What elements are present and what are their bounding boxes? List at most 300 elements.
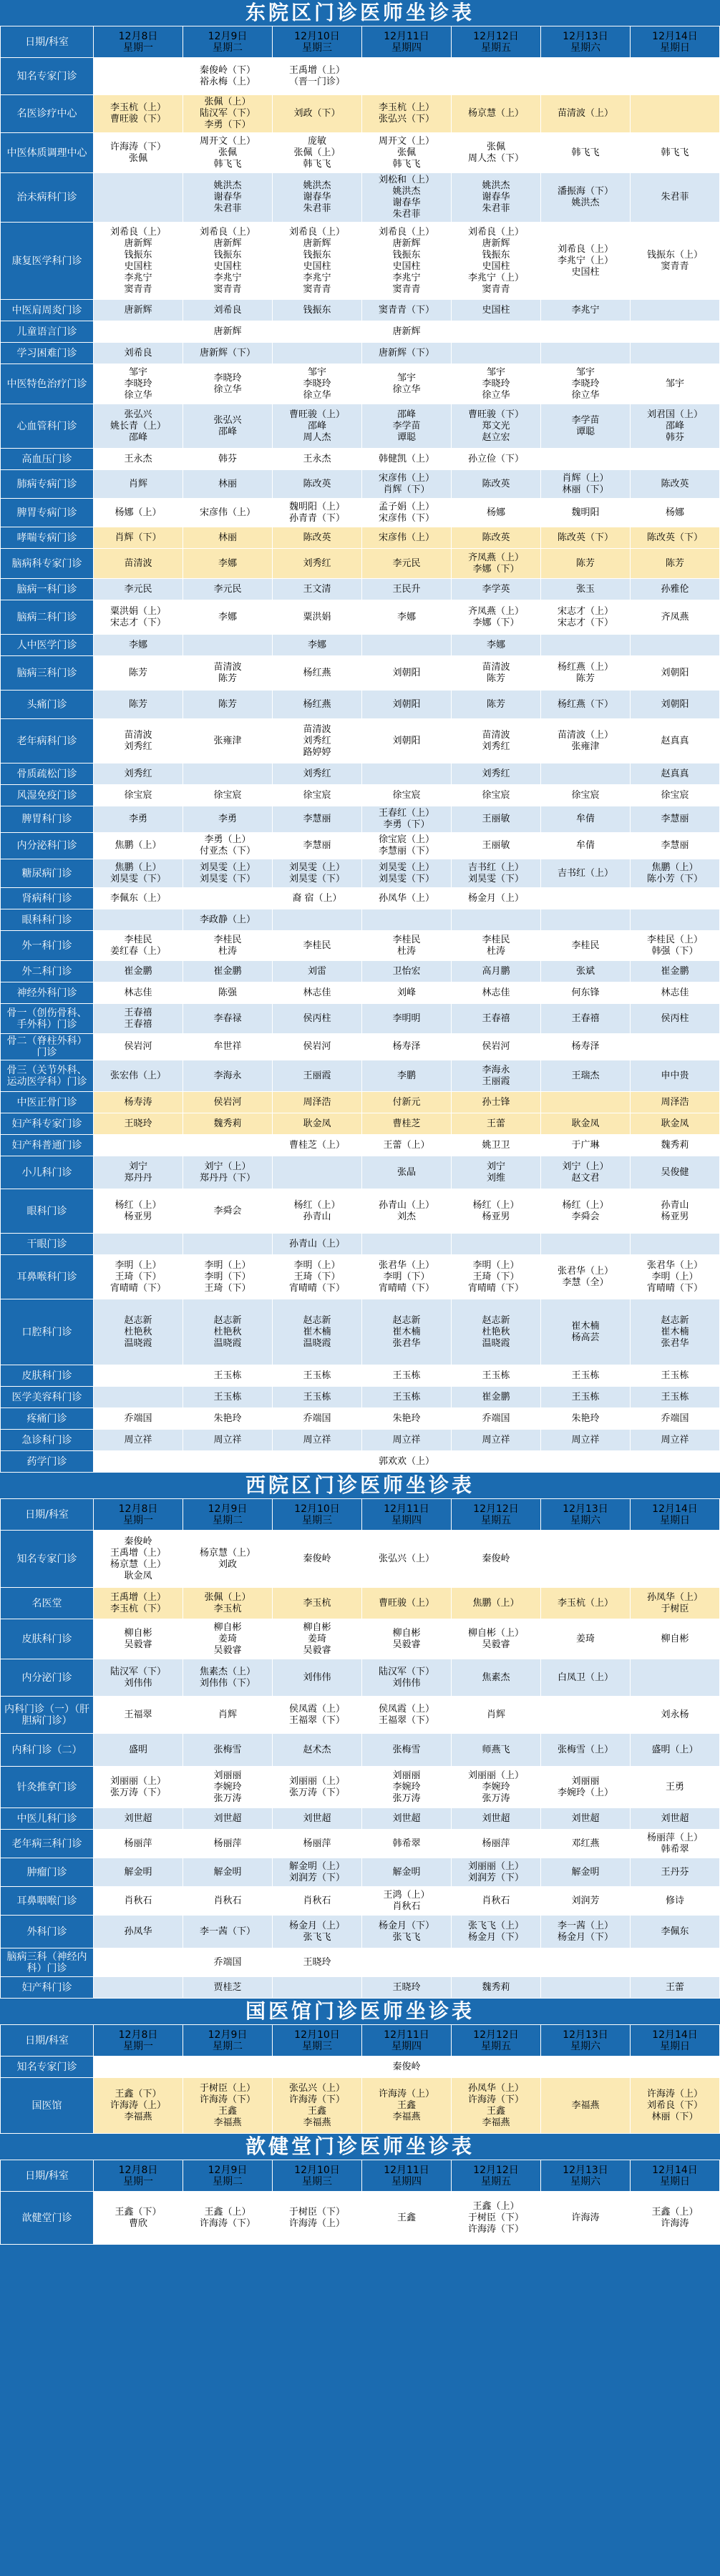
doctor-name: 宋彦伟（下）	[378, 512, 434, 524]
doctor-name: 李海永	[213, 1070, 242, 1081]
weekday-label: 星期六	[570, 2175, 600, 2187]
table-row	[1, 1430, 720, 1451]
doctor-name: 李明（上）	[293, 1259, 341, 1271]
doctor-cell	[183, 1659, 273, 1697]
doctor-name: 邓红燕	[571, 1838, 600, 1849]
doctor-name: 邵峰	[397, 409, 416, 420]
table-row	[1, 1299, 720, 1365]
table-row	[1, 961, 720, 982]
doctor-cell	[183, 321, 273, 343]
doctor-name: 杜艳秋	[124, 1326, 152, 1337]
doctor-cell	[541, 1234, 631, 1255]
table-row	[1, 909, 720, 931]
date-label: 12月10日	[294, 2164, 340, 2176]
doctor-cell	[631, 1531, 720, 1588]
doctor-cell	[362, 133, 452, 173]
doctor-cell	[541, 2192, 631, 2245]
doctor-name: 解金明	[571, 1866, 600, 1878]
doctor-cell	[452, 1531, 541, 1588]
doctor-cell	[541, 95, 631, 133]
table-row	[1, 806, 720, 833]
doctor-name: 刘丽丽	[571, 1775, 600, 1787]
table-row	[1, 1255, 720, 1299]
doctor-name: 唐新辉	[213, 326, 242, 337]
department-name: 疼痛门诊	[1, 1408, 94, 1430]
doctor-name: 刘希良	[213, 304, 242, 316]
department-name: 中医肩周炎门诊	[1, 300, 94, 321]
table-row	[1, 470, 720, 499]
doctor-name: 崔木楠	[571, 1320, 600, 1332]
doctor-cell	[631, 1977, 720, 1999]
doctor-name: 秦俊岭（下）	[199, 64, 256, 76]
table-row	[1, 763, 720, 785]
doctor-name: 宵晴晴（下）	[467, 1282, 524, 1294]
doctor-name: 路婷婷	[303, 746, 331, 758]
doctor-name: 窦青青	[213, 283, 242, 295]
doctor-cell	[541, 1659, 631, 1697]
doctor-cell	[94, 527, 183, 549]
doctor-cell	[631, 2078, 720, 2134]
doctor-name: 李桂民	[303, 940, 331, 951]
doctor-name: 李慧丽	[661, 840, 689, 851]
doctor-name: 张万涛	[213, 1792, 242, 1804]
doctor-name: 刘政	[218, 1558, 237, 1570]
doctor-name: 刘润芳（下）	[467, 1872, 524, 1883]
doctor-cell	[452, 549, 541, 579]
doctor-name: 王鑫（上）	[651, 2206, 699, 2218]
doctor-name: 赵术杰	[303, 1744, 331, 1755]
doctor-cell	[94, 1858, 183, 1887]
doctor-name: 李明（上）	[651, 1271, 699, 1282]
doctor-cell	[273, 1135, 362, 1156]
doctor-name: 崔木楠	[392, 1326, 421, 1337]
doctor-cell	[631, 1734, 720, 1767]
doctor-name: 朱君菲	[303, 203, 331, 214]
doctor-name: 王玉栋	[303, 1370, 331, 1381]
doctor-cell	[541, 470, 631, 499]
doctor-cell	[94, 763, 183, 785]
doctor-cell	[94, 579, 183, 600]
doctor-name: 杨娜	[665, 507, 684, 518]
table-row	[1, 1060, 720, 1092]
doctor-cell	[183, 95, 273, 133]
weekday-label: 星期四	[391, 2040, 422, 2052]
doctor-cell	[362, 1697, 452, 1734]
doctor-cell	[452, 1234, 541, 1255]
doctor-name: 唐新辉	[124, 238, 152, 249]
doctor-cell	[362, 404, 452, 449]
doctor-name: 贾桂芝	[213, 1981, 242, 1993]
doctor-cell	[452, 1255, 541, 1299]
doctor-cell	[183, 1430, 273, 1451]
doctor-name: 陈芳	[575, 557, 595, 569]
doctor-name: 钱振东	[392, 249, 421, 260]
doctor-cell	[452, 1916, 541, 1948]
doctor-name: 盛明	[128, 1744, 147, 1755]
doctor-cell	[273, 133, 362, 173]
doctor-name: 曹旺骏（上）	[378, 1597, 434, 1609]
doctor-name: 朱君菲	[482, 203, 510, 214]
date-header	[631, 26, 720, 58]
doctor-name: 陆汉军（下）	[378, 1666, 434, 1677]
doctor-name: 孙凤华（上）	[646, 1591, 703, 1603]
doctor-name: 韩强（下）	[651, 945, 699, 957]
doctor-cell	[452, 2057, 541, 2078]
department-name: 脑病三科（神经内科）门诊	[1, 1948, 94, 1977]
doctor-cell	[273, 95, 362, 133]
doctor-name: 张飞飞（上）	[467, 1920, 524, 1931]
department-name: 脑病一科门诊	[1, 579, 94, 600]
doctor-name: 宵晴晴（下）	[646, 1282, 703, 1294]
doctor-cell	[94, 343, 183, 364]
doctor-cell	[452, 499, 541, 527]
doctor-cell	[631, 549, 720, 579]
doctor-cell	[541, 1531, 631, 1588]
doctor-cell	[362, 806, 452, 833]
table-row	[1, 527, 720, 549]
doctor-cell	[183, 364, 273, 404]
doctor-name: 刘希良	[124, 347, 152, 358]
weekday-label: 星期五	[481, 1514, 511, 1526]
date-label: 12月11日	[384, 2029, 429, 2041]
doctor-cell	[631, 1408, 720, 1430]
doctor-name: 张君华（上）	[378, 1259, 434, 1271]
doctor-name: 李娜	[218, 611, 237, 623]
doctor-name: 王福翠（下）	[288, 1714, 345, 1726]
table-row	[1, 1113, 720, 1135]
department-name: 中医特色治疗门诊	[1, 364, 94, 404]
doctor-name: 张佩（上）	[204, 97, 251, 107]
doctor-cell	[273, 600, 362, 635]
doctor-cell	[362, 1387, 452, 1408]
table-row	[1, 223, 720, 300]
doctor-name: 孙凤华	[124, 1926, 152, 1937]
doctor-name: 李慧丽（下）	[378, 846, 434, 857]
doctor-cell	[94, 1734, 183, 1767]
corner-label: 日期/科室	[1, 26, 94, 58]
doctor-cell	[631, 1887, 720, 1916]
doctor-cell	[452, 1387, 541, 1408]
department-name: 名医堂	[1, 1588, 94, 1619]
table-row	[1, 1808, 720, 1830]
doctor-name: 焦鹏（上）	[115, 862, 162, 873]
doctor-name: 王永杰	[124, 453, 152, 464]
doctor-name: 徐立华	[482, 389, 510, 401]
doctor-cell	[183, 806, 273, 833]
doctor-cell	[273, 1299, 362, 1365]
date-label: 12月13日	[563, 2164, 608, 2176]
table-row	[1, 1887, 720, 1916]
doctor-name: 李桂民	[124, 934, 152, 945]
doctor-cell	[273, 1916, 362, 1948]
doctor-cell	[94, 806, 183, 833]
doctor-cell	[183, 1092, 273, 1113]
doctor-cell	[541, 449, 631, 470]
doctor-name: 刘丽丽（上）	[110, 1775, 166, 1787]
doctor-name: 赵志新	[661, 1314, 689, 1326]
doctor-name: 王禹增（上）	[110, 1591, 166, 1603]
doctor-name: 肖秋石	[392, 1901, 421, 1912]
doctor-name: 杨京慧（上）	[467, 108, 524, 119]
doctor-cell	[183, 223, 273, 300]
date-label: 12月10日	[294, 2029, 340, 2041]
doctor-name: 刘润芳	[571, 1895, 600, 1906]
doctor-name: 许海涛（下）	[467, 2223, 524, 2235]
doctor-cell	[631, 1189, 720, 1234]
doctor-cell	[452, 1135, 541, 1156]
doctor-name: 刘世超	[571, 1813, 600, 1824]
doctor-cell	[273, 2192, 362, 2245]
doctor-name: 肖辉	[486, 1709, 505, 1720]
doctor-name: 钱振东	[303, 249, 331, 260]
department-name: 知名专家门诊	[1, 1531, 94, 1588]
doctor-cell	[94, 1092, 183, 1113]
doctor-cell	[631, 763, 720, 785]
doctor-cell	[94, 1977, 183, 1999]
doctor-name: 李桂民	[392, 934, 421, 945]
date-header	[362, 26, 452, 58]
doctor-name: 杨寿涛	[124, 1096, 152, 1108]
doctor-cell	[541, 2078, 631, 2134]
doctor-cell	[94, 321, 183, 343]
doctor-name: 李桂民（上）	[646, 934, 703, 945]
doctor-name: 窦青青	[124, 283, 152, 295]
department-name: 妇产科门诊	[1, 1977, 94, 1999]
date-header	[273, 26, 362, 58]
table-row	[1, 173, 720, 223]
doctor-cell	[452, 1588, 541, 1619]
doctor-cell	[631, 1659, 720, 1697]
doctor-name: 王民升	[392, 583, 421, 595]
schedule-table	[0, 2160, 720, 2245]
doctor-name: 钱振东	[213, 249, 242, 260]
doctor-name: 钱振东	[124, 249, 152, 260]
doctor-cell	[183, 1255, 273, 1299]
header-row	[1, 1499, 720, 1531]
doctor-cell	[362, 549, 452, 579]
doctor-cell	[183, 404, 273, 449]
doctor-name: 李学苗	[571, 414, 600, 426]
doctor-cell	[541, 223, 631, 300]
schedule-table	[0, 2024, 720, 2134]
doctor-cell	[362, 364, 452, 404]
doctor-cell	[183, 888, 273, 909]
doctor-cell	[362, 579, 452, 600]
doctor-name: 张梅雪（上）	[557, 1744, 613, 1755]
doctor-name: 徐宝宸	[303, 789, 331, 801]
doctor-cell	[273, 1408, 362, 1430]
doctor-cell	[362, 656, 452, 691]
doctor-name: 钱振东	[303, 304, 331, 316]
doctor-name: 焦素杰（上）	[199, 1666, 256, 1677]
doctor-name: 钱振东	[482, 249, 510, 260]
section-title: 东院区门诊医师坐诊表	[0, 0, 720, 26]
doctor-cell	[273, 1858, 362, 1887]
doctor-name: 杜涛	[397, 945, 416, 957]
doctor-name: 邹宇	[575, 366, 595, 378]
doctor-cell	[541, 133, 631, 173]
doctor-cell	[631, 1365, 720, 1387]
doctor-cell	[183, 1299, 273, 1365]
doctor-name: 杨丽萍	[482, 1838, 510, 1849]
doctor-name: 刘丽丽（上）	[288, 1775, 345, 1787]
doctor-name: 李玉杭（上）	[110, 102, 166, 113]
date-header	[541, 26, 631, 58]
table-row	[1, 1916, 720, 1948]
date-label: 12月10日	[294, 1503, 340, 1515]
doctor-cell	[452, 1004, 541, 1034]
doctor-name: 吴毅睿	[392, 1639, 421, 1650]
doctor-cell	[273, 173, 362, 223]
doctor-name: 孙青山（上）	[288, 1238, 345, 1249]
weekday-label: 星期四	[391, 2175, 422, 2187]
doctor-name: 王文清	[303, 583, 331, 595]
doctor-cell	[94, 1060, 183, 1092]
doctor-cell	[362, 300, 452, 321]
doctor-name: 徐宝宸（上）	[378, 834, 434, 845]
doctor-name: 魏秀莉	[213, 1118, 242, 1129]
doctor-name: 张宏伟（上）	[110, 1070, 166, 1081]
doctor-cell	[183, 527, 273, 549]
doctor-cell	[94, 1430, 183, 1451]
doctor-name: 魏秀莉	[661, 1139, 689, 1151]
date-header	[183, 1499, 273, 1531]
doctor-cell	[94, 1830, 183, 1858]
doctor-name: 杨丽萍	[124, 1838, 152, 1849]
doctor-cell	[631, 449, 720, 470]
corner-label: 日期/科室	[1, 2160, 94, 2192]
doctor-name: 窦青青	[661, 260, 689, 272]
doctor-name: 林丽	[218, 478, 237, 489]
date-header	[362, 1499, 452, 1531]
doctor-cell	[183, 58, 273, 95]
doctor-name: 李晓玲	[213, 372, 242, 384]
doctor-cell	[452, 343, 541, 364]
table-row	[1, 1830, 720, 1858]
doctor-cell	[631, 1430, 720, 1451]
doctor-name: 齐凤燕（上）	[467, 552, 524, 563]
doctor-name: 李桂民	[571, 940, 600, 951]
doctor-name: 朱君菲	[392, 209, 421, 220]
doctor-cell	[273, 58, 362, 95]
doctor-cell	[273, 1887, 362, 1916]
doctor-cell	[273, 1531, 362, 1588]
doctor-name: 耿金凤	[661, 1118, 689, 1129]
doctor-cell	[183, 549, 273, 579]
department-name: 儿童语言门诊	[1, 321, 94, 343]
doctor-name: 孙青山（上）	[378, 1199, 434, 1211]
doctor-name: 陈芳	[486, 673, 505, 684]
department-name: 名医诊疗中心	[1, 95, 94, 133]
doctor-name: 苗清波	[213, 661, 242, 673]
doctor-name: 耿金凤	[303, 1118, 331, 1129]
doctor-name: 乔端国	[482, 1413, 510, 1424]
doctor-name: 谢春华	[392, 197, 421, 208]
doctor-name: 李娜	[486, 639, 505, 650]
doctor-name: 王晓玲	[392, 1981, 421, 1993]
doctor-name: 温晓霞	[303, 1337, 331, 1349]
doctor-name: 王丹芬	[661, 1866, 689, 1878]
department-name: 神经外科门诊	[1, 982, 94, 1004]
doctor-name: 李晓玲	[482, 378, 510, 389]
doctor-cell	[541, 527, 631, 549]
department-name: 皮肤科门诊	[1, 1365, 94, 1387]
doctor-name: 许海涛（下）	[288, 2094, 345, 2105]
doctor-name: 王玉栋	[213, 1391, 242, 1402]
department-name: 中医正骨门诊	[1, 1092, 94, 1113]
table-row	[1, 1619, 720, 1659]
doctor-cell	[362, 909, 452, 931]
doctor-name: 赵志新	[303, 1314, 331, 1326]
weekday-label: 星期三	[302, 1514, 332, 1526]
table-row	[1, 1365, 720, 1387]
department-name: 歆健堂门诊	[1, 2192, 94, 2245]
doctor-name: 周立祥	[392, 1434, 421, 1445]
doctor-cell	[94, 1619, 183, 1659]
doctor-name: 李晓玲	[303, 378, 331, 389]
doctor-name: 张弘兴（上）	[288, 2082, 345, 2094]
doctor-cell	[631, 931, 720, 961]
doctor-name: 宋彦伟（上）	[378, 472, 434, 484]
weekday-label: 星期五	[481, 2040, 511, 2052]
doctor-name: 李福燕	[571, 2099, 600, 2111]
doctor-cell	[631, 961, 720, 982]
doctor-cell	[183, 1767, 273, 1808]
weekday-label: 星期日	[660, 2040, 690, 2052]
doctor-name: 陈改英	[661, 478, 689, 489]
doctor-name: 李明（上）	[204, 1259, 251, 1271]
doctor-name: 唐新辉	[482, 238, 510, 249]
doctor-cell	[183, 1113, 273, 1135]
date-header	[94, 2025, 183, 2057]
date-label: 12月13日	[563, 30, 608, 42]
doctor-name: 周立祥	[661, 1434, 689, 1445]
doctor-cell	[273, 1977, 362, 1999]
doctor-name: 刘维	[486, 1172, 505, 1184]
doctor-name: 陆汉军（下）	[110, 1666, 166, 1677]
doctor-name: 王玉栋	[392, 1391, 421, 1402]
doctor-cell	[273, 1808, 362, 1830]
doctor-cell	[273, 1619, 362, 1659]
doctor-name: 徐立华	[124, 389, 152, 401]
doctor-cell	[273, 961, 362, 982]
doctor-name: 焦鹏（上）	[115, 840, 162, 851]
doctor-cell	[452, 1887, 541, 1916]
doctor-name: 杨丽萍	[303, 1838, 331, 1849]
doctor-name: 魏秀莉	[482, 1981, 510, 1993]
doctor-name: 牟倩	[575, 814, 595, 824]
doctor-name: 林志佳	[482, 987, 510, 998]
doctor-name: 肖秋石	[303, 1895, 331, 1906]
doctor-cell	[541, 1430, 631, 1451]
doctor-name: 张弘兴	[213, 414, 242, 426]
doctor-name: 韩飞飞	[303, 158, 331, 170]
doctor-name: 崔木楠	[661, 1326, 689, 1337]
doctor-cell	[631, 1588, 720, 1619]
doctor-name: 李一茜（上）	[557, 1920, 613, 1931]
doctor-name: 刘伟伟（下）	[199, 1677, 256, 1689]
doctor-cell	[94, 95, 183, 133]
weekday-label: 星期二	[213, 42, 243, 54]
doctor-name: 刘世超	[303, 1813, 331, 1824]
doctor-name: 吉书红（上）	[467, 862, 524, 873]
doctor-cell	[631, 859, 720, 888]
doctor-cell	[362, 1767, 452, 1808]
doctor-name: 邵峰	[218, 426, 237, 437]
doctor-cell	[631, 1234, 720, 1255]
doctor-name: 张玉	[575, 583, 595, 595]
doctor-cell	[541, 1916, 631, 1948]
